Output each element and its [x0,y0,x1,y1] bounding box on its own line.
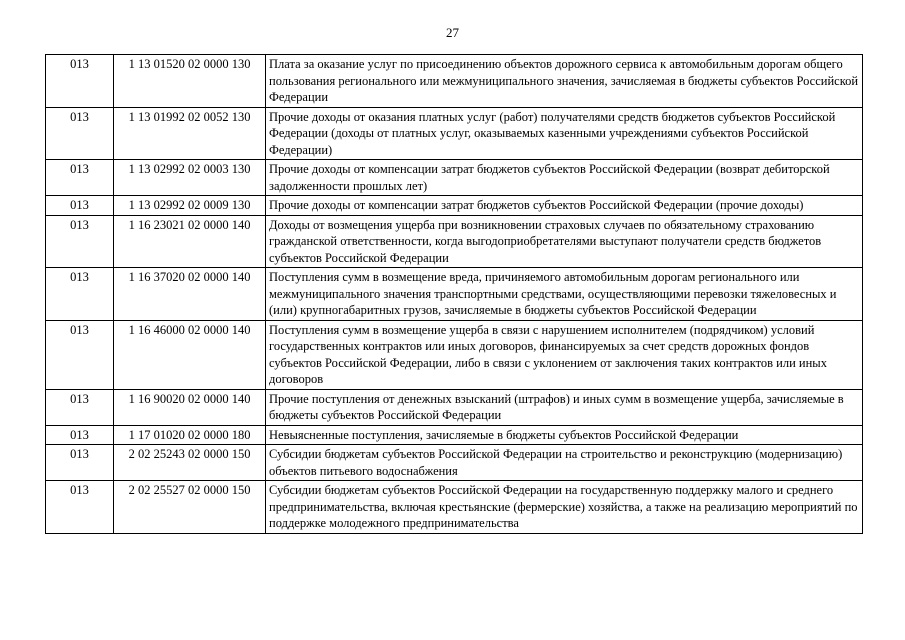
admin-code-cell: 013 [46,389,114,425]
revenue-code-cell: 2 02 25527 02 0000 150 [114,481,266,534]
revenue-code-cell: 1 16 46000 02 0000 140 [114,320,266,389]
revenue-code-cell: 1 13 02992 02 0003 130 [114,160,266,196]
admin-code-cell: 013 [46,320,114,389]
revenue-code-cell: 2 02 25243 02 0000 150 [114,445,266,481]
revenue-codes-table [45,54,863,534]
revenue-code-cell: 1 17 01020 02 0000 180 [114,425,266,445]
revenue-code-cell: 1 16 90020 02 0000 140 [114,389,266,425]
table-row [46,481,863,534]
admin-code-cell: 013 [46,160,114,196]
table-row [46,268,863,321]
page-number: 27 [446,25,459,40]
table-row [46,55,863,108]
revenue-name-cell: Плата за оказание услуг по присоединению объектов дорожного сервиса к автомобильным дорогам общего пользования регионального или межмуниципального значения, зачисляемая в бюджеты субъектов Российской Федерации [266,55,863,108]
admin-code-cell: 013 [46,55,114,108]
table-row [46,445,863,481]
table-row [46,196,863,216]
revenue-name-cell: Субсидии бюджетам субъектов Российской Федерации на строительство и реконструкцию (модернизацию) объектов питьевого водоснабжения [266,445,863,481]
revenue-name-cell: Прочие доходы от компенсации затрат бюджетов субъектов Российской Федерации (прочие доходы) [266,196,863,216]
revenue-name-cell: Доходы от возмещения ущерба при возникновении страховых случаев по обязательному страхованию гражданской ответственности, когда выгодоприобретателями выступают получатели средств бюджетов субъектов Российской Федерации [266,215,863,268]
revenue-code-cell: 1 13 01520 02 0000 130 [114,55,266,108]
table-row [46,215,863,268]
revenue-name-cell: Поступления сумм в возмещение вреда, причиняемого автомобильным дорогам регионального или межмуниципального значения транспортными средствами, осуществляющими перевозки тяжеловесных и (или) крупногабаритных грузов, зачисляемые в бюджеты субъектов Российской Федерации [266,268,863,321]
table-row [46,320,863,389]
revenue-name-cell: Невыясненные поступления, зачисляемые в бюджеты субъектов Российской Федерации [266,425,863,445]
revenue-name-cell: Прочие поступления от денежных взысканий (штрафов) и иных сумм в возмещение ущерба, зачисляемые в бюджеты субъектов Российской Федерации [266,389,863,425]
admin-code-cell: 013 [46,268,114,321]
table-row [46,160,863,196]
table-row [46,107,863,160]
revenue-name-cell: Субсидии бюджетам субъектов Российской Федерации на государственную поддержку малого и среднего предпринимательства, включая крестьянские (фермерские) хозяйства, а также на реализацию мероприятий по поддержке молодежного предпринимательства [266,481,863,534]
revenue-code-cell: 1 13 01992 02 0052 130 [114,107,266,160]
revenue-code-cell: 1 16 23021 02 0000 140 [114,215,266,268]
revenue-name-cell: Прочие доходы от оказания платных услуг (работ) получателями средств бюджетов субъектов Российской Федерации (доходы от платных услуг, оказываемых казенными учреждениями субъектов Российской Федерации) [266,107,863,160]
admin-code-cell: 013 [46,107,114,160]
table-row [46,425,863,445]
revenue-code-cell: 1 13 02992 02 0009 130 [114,196,266,216]
revenue-name-cell: Поступления сумм в возмещение ущерба в связи с нарушением исполнителем (подрядчиком) условий государственных контрактов или иных договоров, финансируемых за счет средств дорожных фондов субъектов Российской Федерации, либо в связи с уклонением от заключения таких контрактов или иных договоров [266,320,863,389]
table-row [46,389,863,425]
admin-code-cell: 013 [46,481,114,534]
admin-code-cell: 013 [46,425,114,445]
revenue-name-cell: Прочие доходы от компенсации затрат бюджетов субъектов Российской Федерации (возврат дебиторской задолженности прошлых лет) [266,160,863,196]
admin-code-cell: 013 [46,215,114,268]
admin-code-cell: 013 [46,196,114,216]
revenue-code-cell: 1 16 37020 02 0000 140 [114,268,266,321]
admin-code-cell: 013 [46,445,114,481]
